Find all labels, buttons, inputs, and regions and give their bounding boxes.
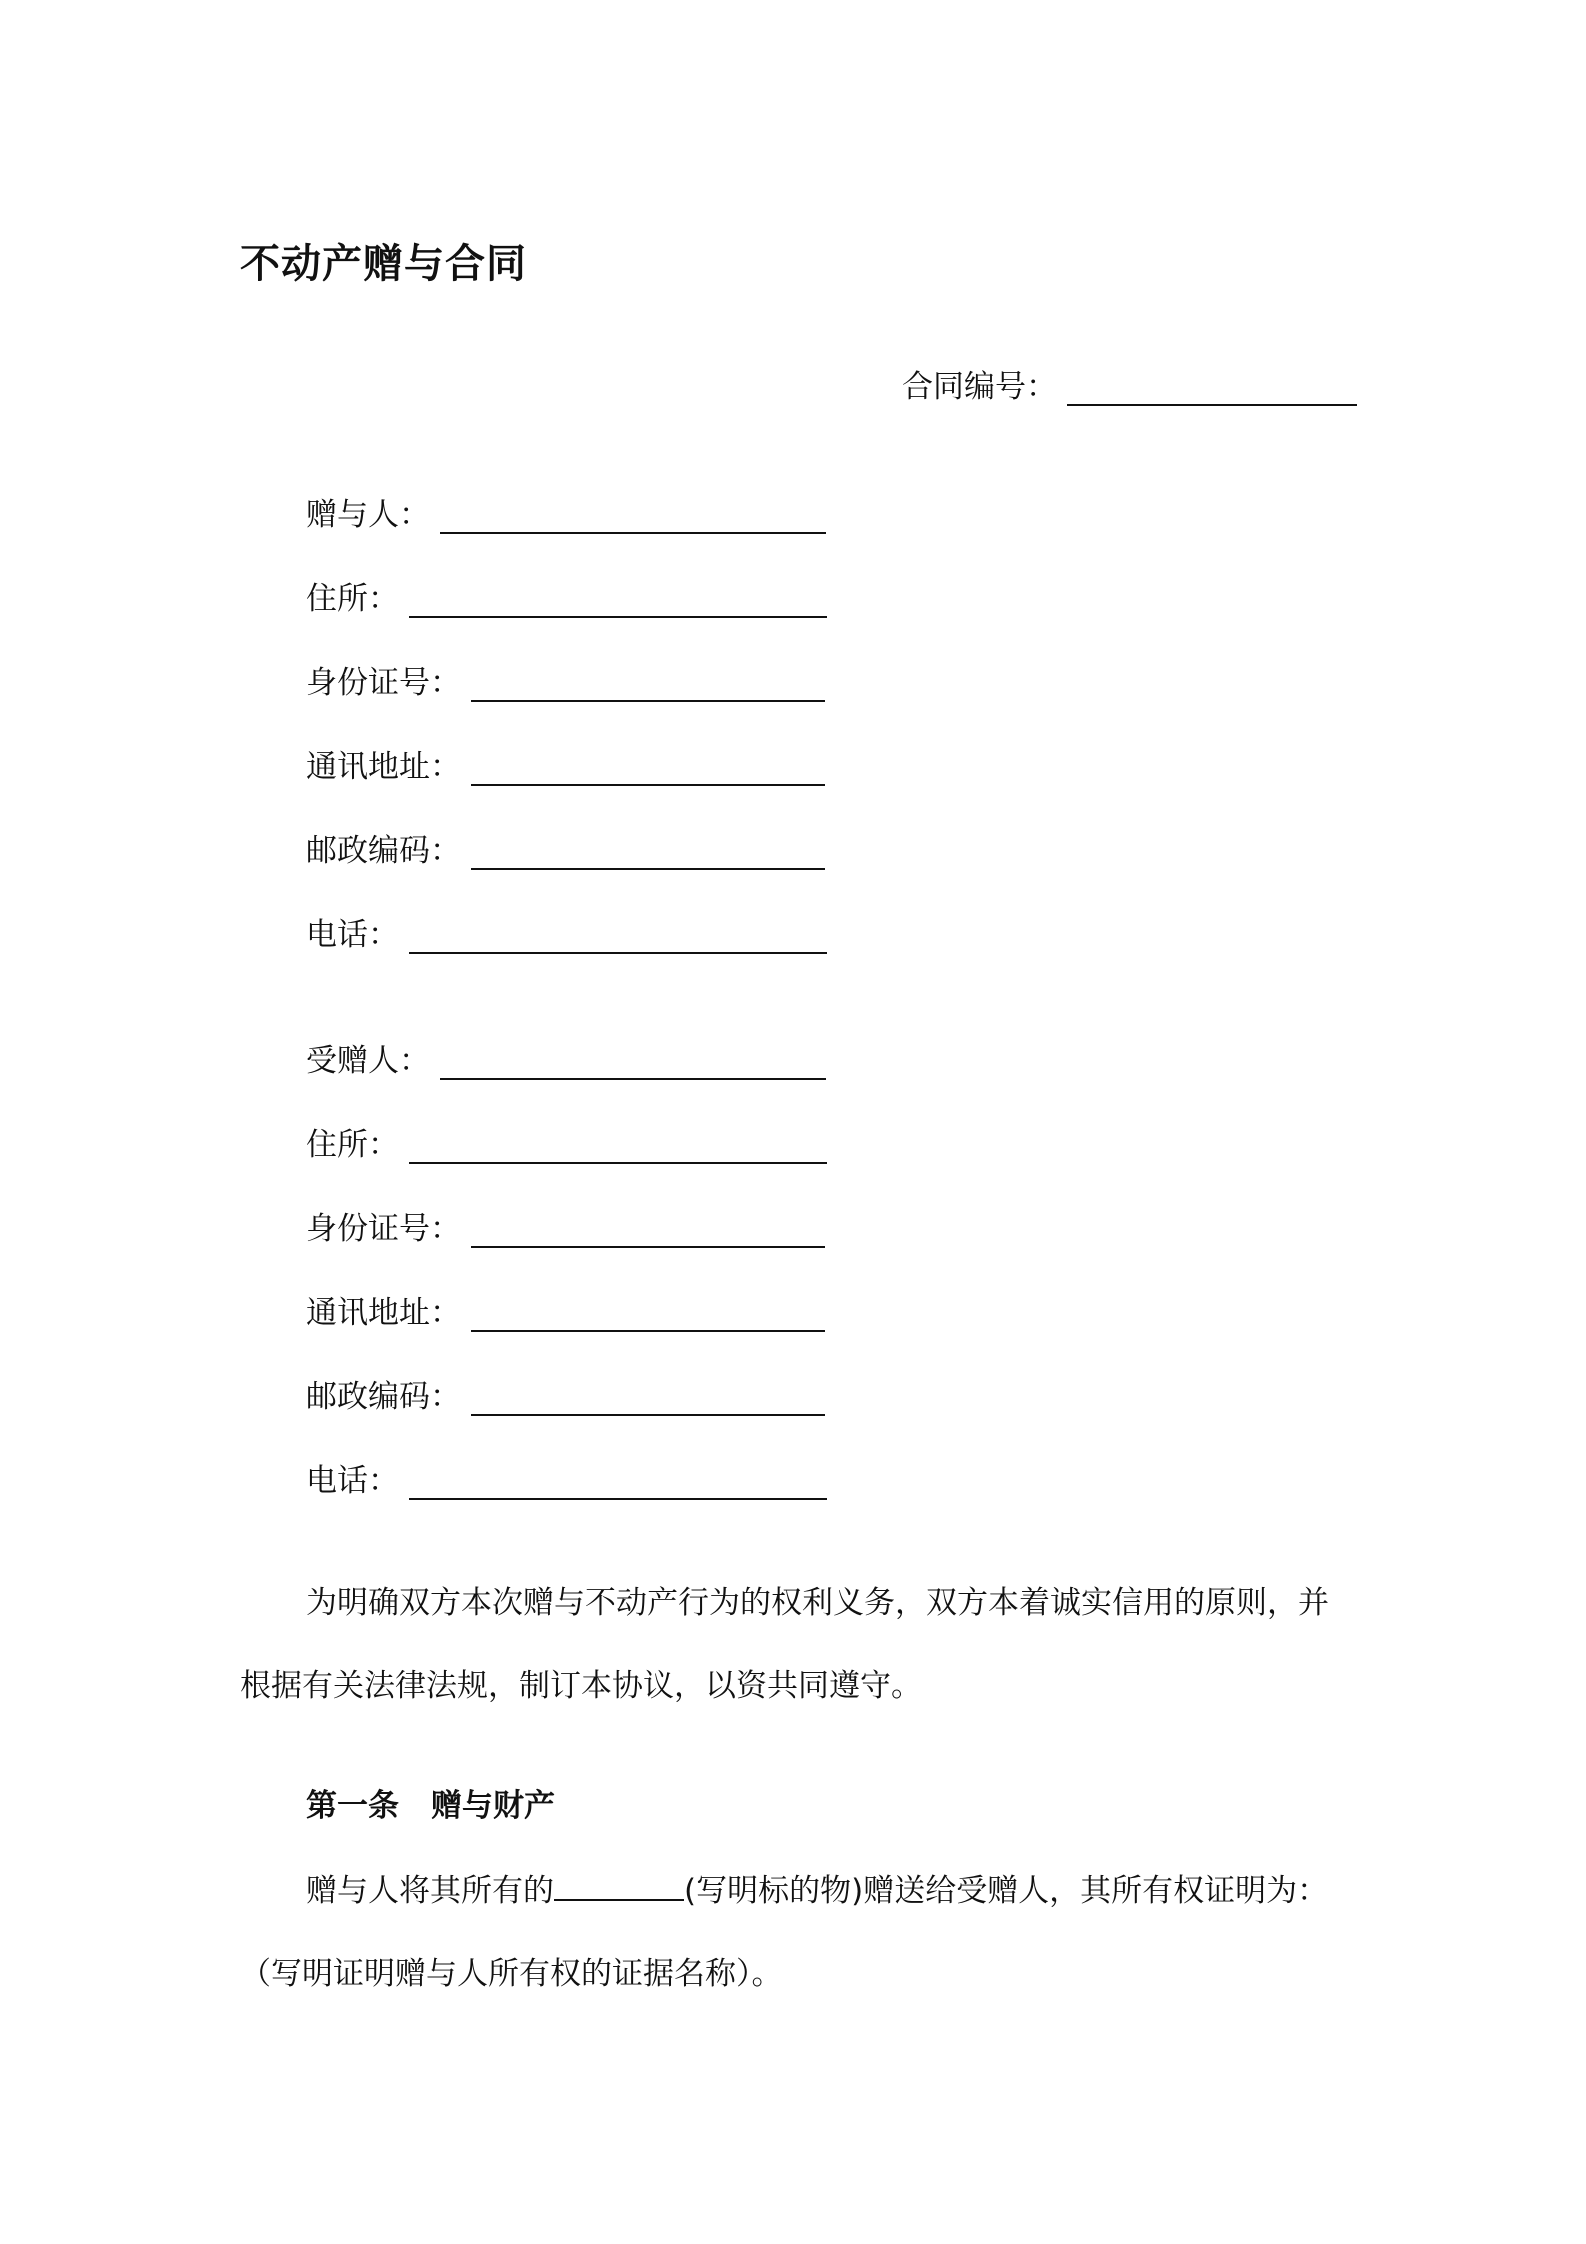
subject-matter-blank[interactable]: [554, 1865, 684, 1901]
document-title: 不动产赠与合同: [240, 241, 527, 287]
donee-name-label: 受赠人：: [306, 1043, 430, 1079]
preamble-line-1: 为明确双方本次赠与不动产行为的权利义务，双方本着诚实信用的原则，并: [306, 1585, 1329, 1621]
donor-residence-label: 住所：: [306, 581, 399, 617]
donor-residence-field: [306, 570, 827, 618]
donor-name-blank[interactable]: [440, 490, 826, 534]
donor-phone-blank[interactable]: [409, 910, 827, 954]
donee-postcode-blank[interactable]: [471, 1372, 825, 1416]
donor-residence-blank[interactable]: [409, 574, 827, 618]
donor-name-field: [306, 486, 826, 534]
preamble-paragraph: [240, 1562, 1352, 1728]
article-1-text-after: (写明标的物)赠送给受赠人，其所有权证明为：: [684, 1873, 1329, 1909]
donee-id-blank[interactable]: [471, 1204, 825, 1248]
donee-phone-blank[interactable]: [409, 1456, 827, 1500]
donor-address-blank[interactable]: [471, 742, 825, 786]
donee-id-field: [306, 1200, 825, 1248]
donee-address-field: [306, 1284, 825, 1332]
donee-address-label: 通讯地址：: [306, 1295, 461, 1331]
donee-phone-label: 电话：: [306, 1463, 399, 1499]
donor-phone-field: [306, 906, 827, 954]
contract-number-blank[interactable]: [1067, 360, 1357, 406]
article-1-paragraph: [240, 1850, 1352, 2016]
donor-postcode-blank[interactable]: [471, 826, 825, 870]
donee-address-blank[interactable]: [471, 1288, 825, 1332]
donee-residence-field: [306, 1116, 827, 1164]
donee-postcode-label: 邮政编码：: [306, 1379, 461, 1415]
donor-postcode-field: [306, 822, 825, 870]
donee-postcode-field: [306, 1368, 825, 1416]
donee-residence-label: 住所：: [306, 1127, 399, 1163]
article-1-title: 赠与财产: [431, 1788, 555, 1824]
donor-id-label: 身份证号：: [306, 665, 461, 701]
preamble-line-2: 根据有关法律法规，制订本协议，以资共同遵守。: [240, 1668, 922, 1704]
article-1-text-before: 赠与人将其所有的: [306, 1873, 554, 1909]
article-1-heading: [306, 1780, 555, 1825]
donor-postcode-label: 邮政编码：: [306, 833, 461, 869]
article-1-line-2: （写明证明赠与人所有权的证据名称）。: [240, 1956, 783, 1992]
donee-name-field: [306, 1032, 826, 1080]
article-1-line-1: [240, 1850, 1352, 1933]
article-1-number: 第一条: [306, 1788, 399, 1824]
donee-residence-blank[interactable]: [409, 1120, 827, 1164]
donee-name-blank[interactable]: [440, 1036, 826, 1080]
contract-number-field: [902, 358, 1357, 406]
donor-phone-label: 电话：: [306, 917, 399, 953]
donee-id-label: 身份证号：: [306, 1211, 461, 1247]
donor-name-label: 赠与人：: [306, 497, 430, 533]
donor-id-blank[interactable]: [471, 658, 825, 702]
donor-address-field: [306, 738, 825, 786]
contract-number-label: 合同编号：: [902, 369, 1057, 405]
donor-address-label: 通讯地址：: [306, 749, 461, 785]
donee-phone-field: [306, 1452, 827, 1500]
donor-id-field: [306, 654, 825, 702]
